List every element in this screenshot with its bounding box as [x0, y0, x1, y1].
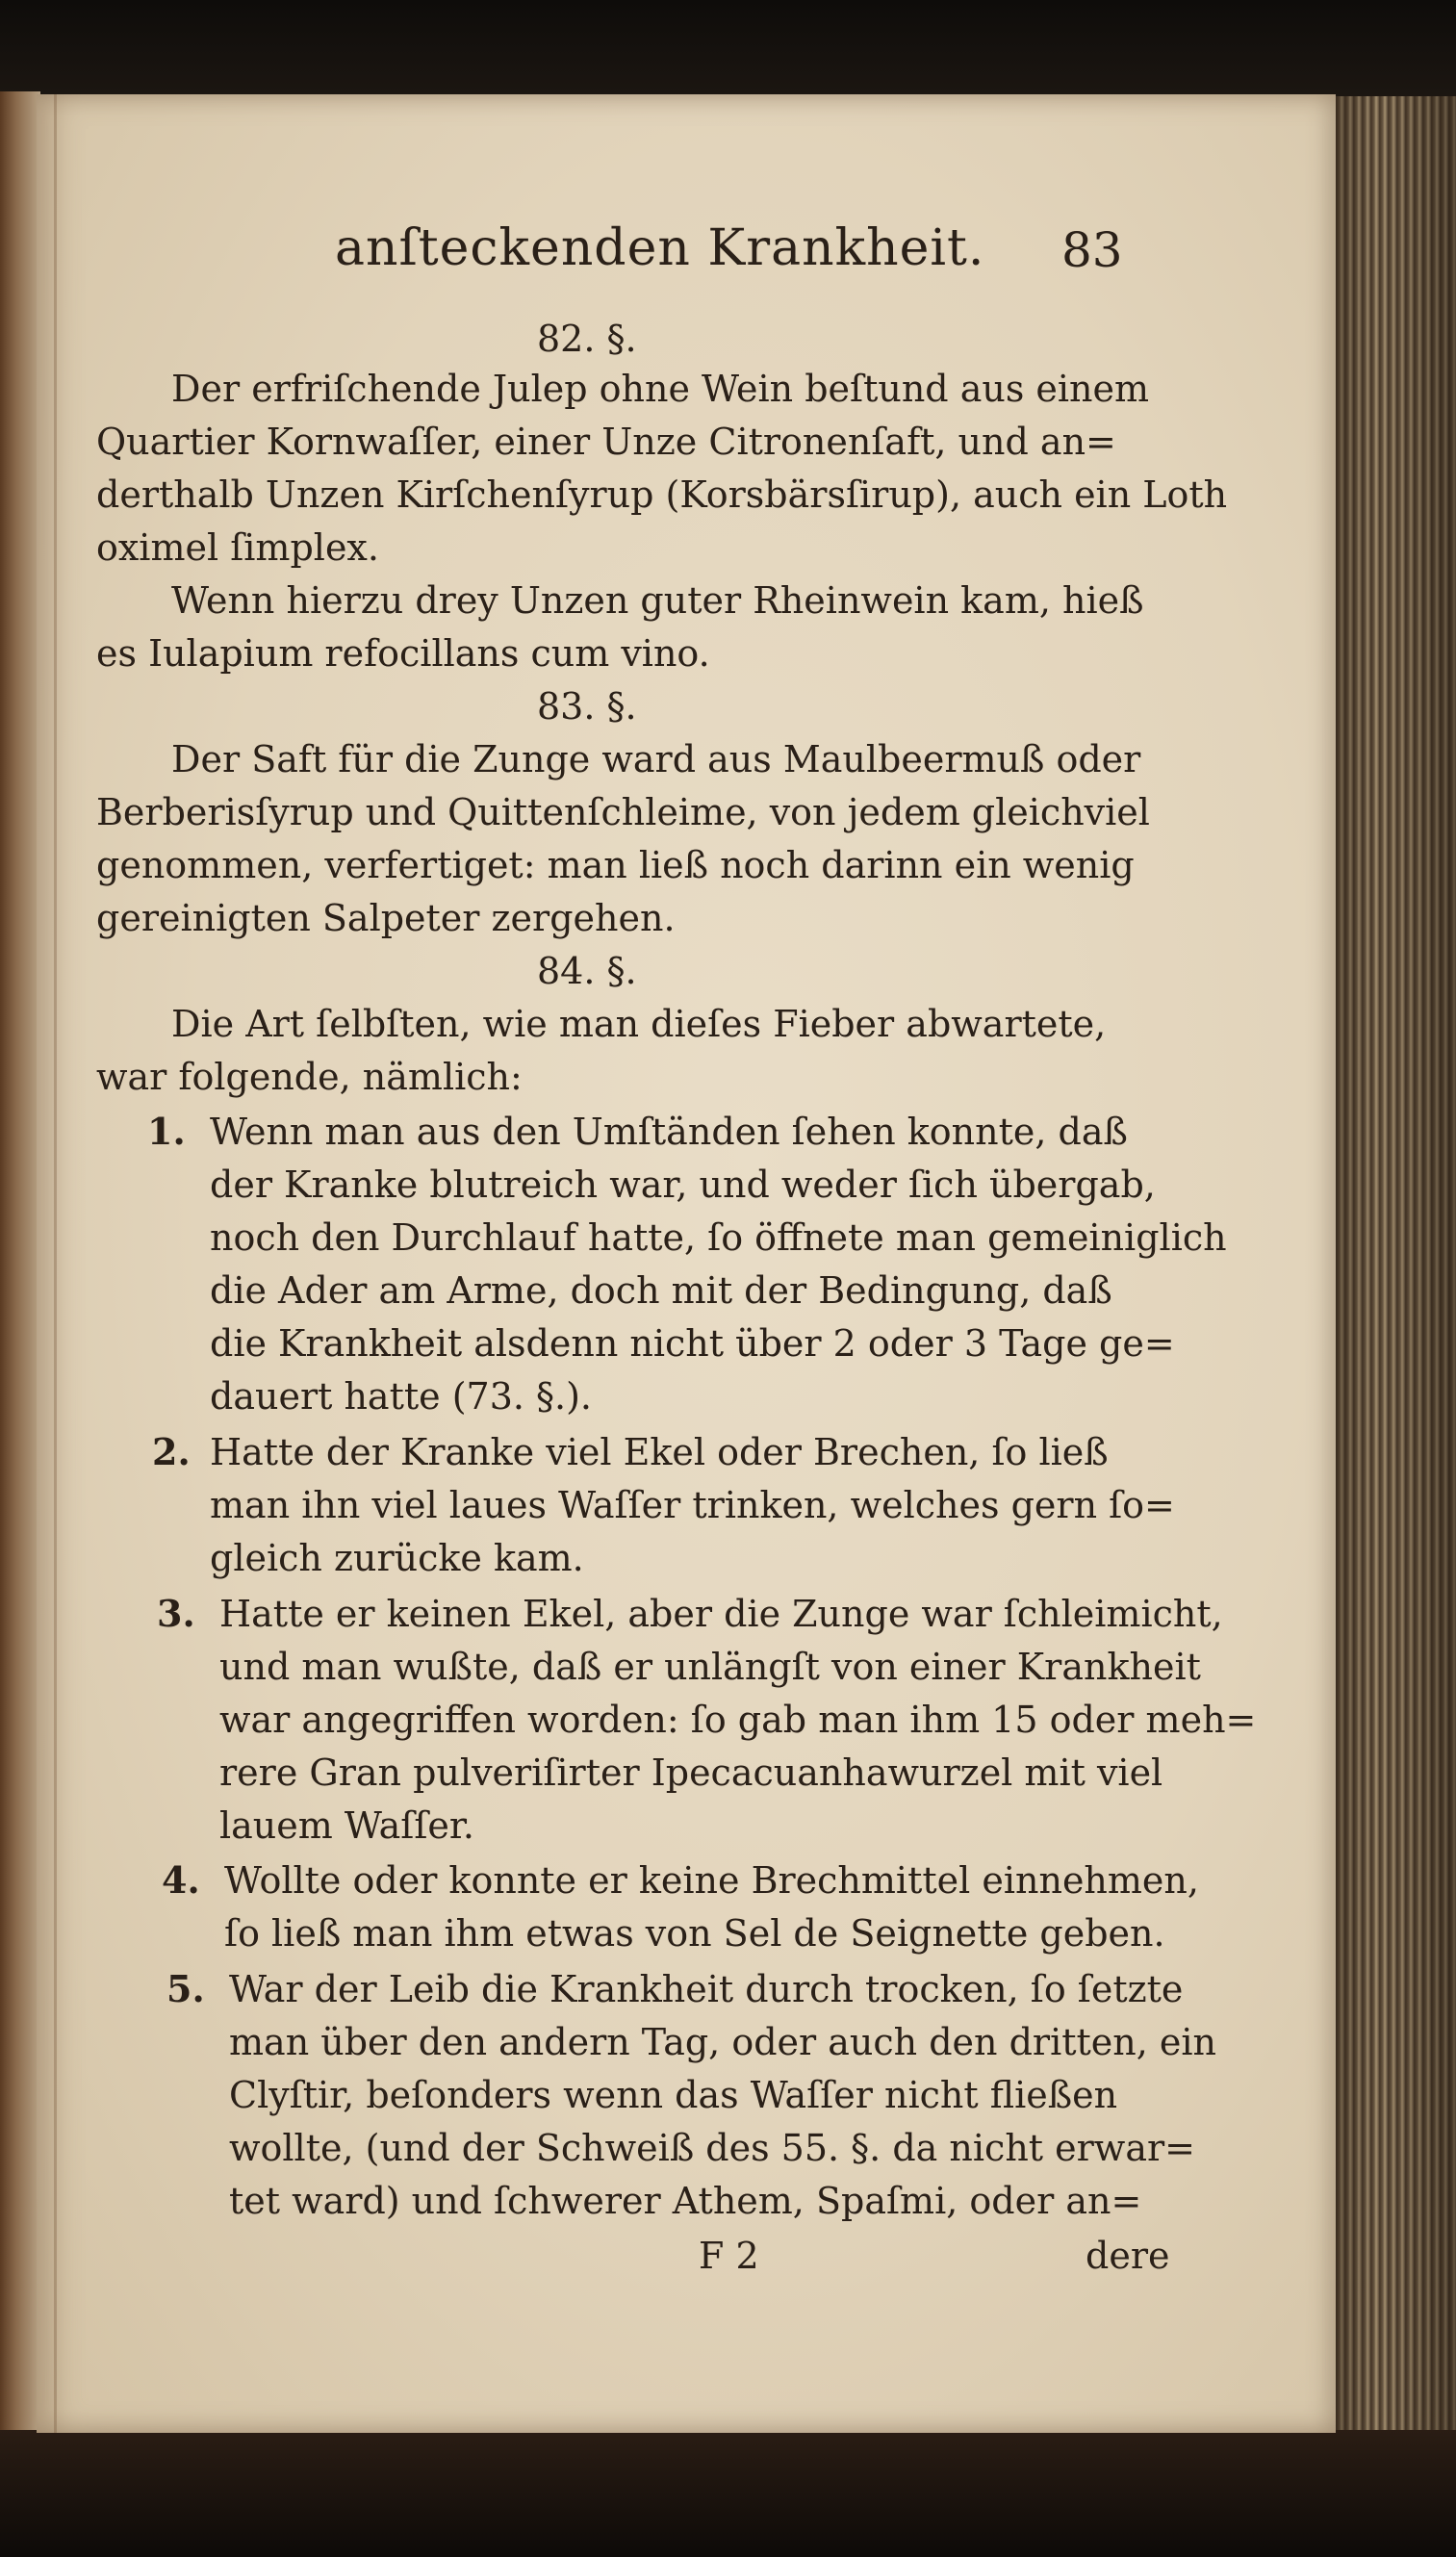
list-marker: 3.	[157, 1592, 195, 1635]
text-line: es Iulapium refocillans cum vino.	[96, 632, 710, 675]
list-line: rere Gran pulveriſirter Ipecacuanhawurzel mit viel	[219, 1752, 1163, 1794]
list-line: gleich zurücke kam.	[210, 1537, 584, 1579]
catchword: dere	[1086, 2235, 1170, 2277]
text-line: genommen, verfertiget: man ließ noch darinn ein wenig	[96, 844, 1135, 886]
text-line: derthalb Unzen Kirſchenſyrup (Korsbärsſirup), auch ein Loth	[96, 473, 1228, 516]
list-line: dauert hatte (73. §.).	[210, 1375, 593, 1418]
list-line: tet ward) und ſchwerer Athem, Spaſmi, oder an=	[229, 2180, 1142, 2222]
signature-mark: F 2	[699, 2235, 759, 2277]
text-line: Wenn hierzu drey Unzen guter Rheinwein kam, hieß	[171, 579, 1144, 622]
text-line: gereinigten Salpeter zergehen.	[96, 897, 676, 939]
text-line: Der Saft für die Zunge ward aus Maulbeermuß oder	[171, 738, 1141, 780]
list-marker: 2.	[152, 1430, 191, 1473]
section-heading: 83. §.	[537, 685, 637, 728]
list-line: die Krankheit alsdenn nicht über 2 oder 3 Tage ge=	[210, 1322, 1175, 1365]
text-line: oximel ſimplex.	[96, 526, 379, 569]
left-page-edge	[0, 91, 40, 2440]
list-line: und man wußte, daß er unlängſt von einer Krankheit	[219, 1646, 1201, 1688]
dark-background-top	[0, 0, 1456, 106]
list-line: Clyſtir, beſonders wenn das Waſſer nicht fließen	[229, 2074, 1118, 2116]
gutter-shadow	[54, 94, 57, 2433]
dark-background-bottom	[0, 2430, 1456, 2557]
page-edges-shade	[1328, 96, 1456, 2444]
list-line: war angegriffen worden: ſo gab man ihm 15 oder meh=	[219, 1699, 1257, 1741]
list-marker: 5.	[166, 1967, 205, 2010]
list-line: Hatte er keinen Ekel, aber die Zunge war ſchleimicht,	[219, 1593, 1223, 1635]
list-line: der Kranke blutreich war, und weder ſich übergab,	[210, 1163, 1156, 1206]
list-marker: 4.	[162, 1858, 200, 1902]
text-line: war folgende, nämlich:	[96, 1056, 523, 1098]
text-line: Die Art ſelbſten, wie man dieſes Fieber abwartete,	[171, 1003, 1107, 1045]
list-marker: 1.	[147, 1110, 186, 1153]
list-line: Hatte der Kranke viel Ekel oder Brechen, ſo ließ	[210, 1431, 1109, 1473]
list-line: War der Leib die Krankheit durch trocken, ſo ſetzte	[229, 1968, 1184, 2010]
text-line: Quartier Kornwaſſer, einer Unze Citronenſaft, und an=	[96, 421, 1116, 463]
text-line: Berberisſyrup und Quittenſchleime, von jedem gleichviel	[96, 791, 1150, 833]
list-line: man ihn viel laues Waſſer trinken, welches gern ſo=	[210, 1484, 1175, 1526]
list-line: noch den Durchlauf hatte, ſo öffnete man gemeiniglich	[210, 1216, 1227, 1259]
running-title: anſteckenden Krankheit.	[335, 219, 985, 277]
page-number: 83	[1061, 222, 1123, 278]
list-line: lauem Waſſer.	[219, 1804, 474, 1847]
list-line: man über den andern Tag, oder auch den dritten, ein	[229, 2021, 1217, 2063]
text-line: Der erfriſchende Julep ohne Wein beſtund aus einem	[171, 368, 1150, 410]
book-page	[37, 94, 1336, 2433]
section-heading: 82. §.	[537, 318, 637, 360]
list-line: Wollte oder konnte er keine Brechmittel einnehmen,	[224, 1859, 1199, 1902]
list-line: ſo ließ man ihm etwas von Sel de Seignette geben.	[224, 1912, 1165, 1955]
list-line: Wenn man aus den Umſtänden ſehen konnte, daß	[210, 1111, 1128, 1153]
section-heading: 84. §.	[537, 950, 637, 992]
list-line: die Ader am Arme, doch mit der Bedingung, daß	[210, 1269, 1112, 1312]
list-line: wollte, (und der Schweiß des 55. §. da nicht erwar=	[229, 2127, 1195, 2169]
